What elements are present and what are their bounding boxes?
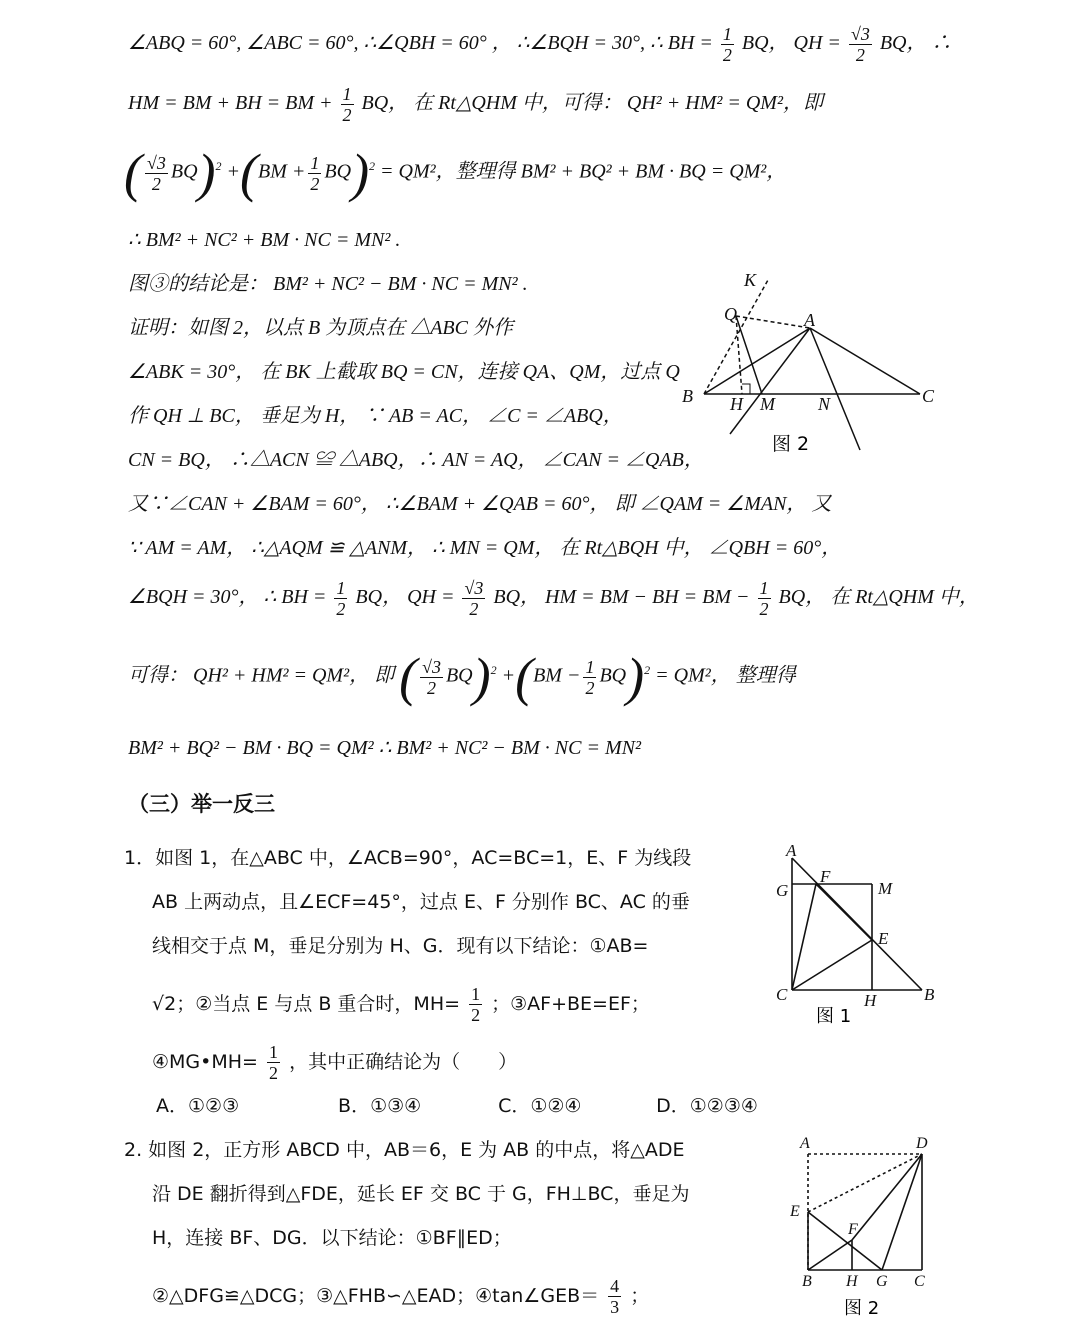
label-b: B [682, 386, 693, 406]
label-m: M [760, 394, 775, 414]
proof-line-3: ( $\frac{√3}{2}$ BQ)$^2$ +(BM + $\frac{1}{2}$ BQ)$^2$ = QM²，整理得 BM² + BQ² + BM · BQ = QM²， [124, 143, 787, 203]
text: BM + [258, 160, 306, 183]
problem-2-line-4: ②△DFG≌△DCG；③△FHB∽△EAD；④tan∠GEB＝ $\frac{4}{3}$ ； [152, 1276, 650, 1317]
text: = QM²， 整理得 [655, 664, 796, 687]
figure-caption: 图 1 [816, 1006, 852, 1027]
fraction-sqrt3-over-2: $\frac{√3}{2}$ [422, 656, 441, 698]
fraction-sqrt3-over-2: $\frac{√3}{2}$ [146, 152, 166, 194]
text: BM² + BQ² − BM · BQ = QM² ∴ BM² + NC² − BM · NC = MN² [128, 737, 641, 759]
figure-square-abcd [790, 1130, 950, 1320]
fraction-half: $\frac{1}{2}$ [585, 656, 595, 698]
text: 可得： QH² + HM² = QM²， 即 [128, 664, 395, 687]
label-b: B [802, 1273, 812, 1290]
label-q: Q [724, 304, 737, 324]
problem-2-line-2: 沿 DE 翻折得到△FDE，延长 EF 交 BC 于 G，FH⊥BC，垂足为 [152, 1183, 690, 1205]
proof-line-10 [128, 492, 831, 516]
fraction-sqrt3-over-2: $\frac{√3}{2}$ [850, 24, 870, 65]
label-g: G [876, 1273, 888, 1290]
label-e: E [878, 929, 889, 948]
text: ∴ BM² + NC² + BM · NC = MN² . [128, 229, 401, 251]
fraction-half: $\frac{1}{2}$ [342, 84, 352, 125]
section-heading: （三）举一反三 [128, 792, 275, 816]
label-a: A [800, 1135, 810, 1152]
label-h: H [864, 991, 877, 1010]
text: BQ [170, 160, 198, 183]
problem-1-options [156, 1094, 758, 1118]
text: 图③的结论是： BM² + NC² − BM · NC = MN² . [128, 273, 528, 295]
label-b: B [924, 985, 935, 1004]
text: BQ， QH = [741, 32, 841, 55]
fraction-half: $\frac{1}{2}$ [722, 24, 732, 65]
proof-line-7 [128, 360, 680, 384]
text: BQ， HM = BM − BH = BM − [493, 586, 750, 609]
option-a: A．①②③ [156, 1095, 240, 1117]
label-d: D [916, 1135, 928, 1152]
label-f: F [848, 1221, 858, 1238]
fraction-half: $\frac{1}{2}$ [269, 1042, 279, 1083]
label-m: M [878, 879, 893, 898]
fraction-sqrt3-over-2: $\frac{√3}{2}$ [464, 578, 484, 619]
text: 又∵∠CAN + ∠BAM = 60°， ∴∠BAM + ∠QAB = 60°， 即 ∠QAM = ∠MAN， 又 [128, 493, 832, 515]
problem-1-line-5: ④MG•MH= $\frac{1}{2}$ ，其中正确结论为（ ） [152, 1042, 518, 1083]
label-f: F [820, 867, 831, 886]
text: 证明：如图 2，以点 B 为顶点在 △ABC 外作 [128, 317, 513, 339]
fraction-half: $\frac{1}{2}$ [759, 578, 769, 619]
problem-1-line-4: √2；②当点 E 与点 B 重合时，MH= $\frac{1}{2}$ ；③AF+BE=EF； [152, 984, 650, 1025]
figure-caption: 图 2 [772, 433, 810, 455]
text: 作 QH ⊥ BC， 垂足为 H， ∵ AB = AC， ∠C = ∠ABQ， [128, 405, 623, 427]
proof-line-13: 可得： QH² + HM² = QM²， 即 ( $\frac{√3}{2}$ BQ)$^2$ +(BM − $\frac{1}{2}$ BQ)$^2$ = QM²， 整理得 [128, 647, 796, 707]
label-c: C [914, 1273, 925, 1290]
proof-line-14 [128, 736, 641, 760]
proof-line-9 [128, 448, 704, 472]
text: CN = BQ， ∴△ACN ≌ △ABQ，∴ AN = AQ， ∠CAN = ∠QAB， [128, 449, 704, 471]
fraction-four-thirds: $\frac{4}{3}$ [610, 1276, 620, 1317]
problem-1-line-3: 线相交于点 M，垂足分别为 H、G．现有以下结论：①AB= [152, 935, 649, 957]
text: BQ， ∴ [879, 32, 952, 55]
label-a: A [786, 841, 797, 860]
proof-line-2 [128, 84, 823, 125]
proof-line-1 [128, 24, 952, 65]
option-c: C．①②④ [498, 1095, 582, 1117]
text: BM − [533, 664, 581, 687]
text: BQ， 在 Rt△QHM 中，可得： QH² + HM² = QM²，即 [361, 92, 823, 115]
label-a: A [804, 310, 815, 330]
label-h: H [846, 1273, 858, 1290]
text: BQ， 在 Rt△QHM 中， [778, 586, 979, 609]
figure-triangle-abc-bk [680, 268, 940, 458]
label-e: E [790, 1203, 800, 1220]
problem-2-line-1: 2. 如图 2，正方形 ABCD 中，AB＝6，E 为 AB 的中点，将△ADE [124, 1139, 685, 1161]
label-c: C [776, 985, 788, 1004]
proof-line-12 [128, 578, 979, 619]
fraction-half: $\frac{1}{2}$ [310, 152, 320, 194]
proof-line-6 [128, 316, 513, 340]
text: HM = BM + BH = BM + [128, 92, 333, 115]
problem-1-line-1: 1．如图 1，在△ABC 中，∠ACB=90°，AC=BC=1，E、F 为线段 [124, 847, 692, 869]
problem-1-line-2: AB 上两动点，且∠ECF=45°，过点 E、F 分别作 BC、AC 的垂 [152, 891, 690, 913]
proof-line-4 [128, 228, 400, 252]
fraction-half: $\frac{1}{2}$ [471, 984, 481, 1025]
figure-right-triangle [770, 840, 950, 1030]
figure-caption: 图 2 [844, 1298, 880, 1319]
text: BQ， QH = [355, 586, 455, 609]
text: BQ [445, 664, 473, 687]
text: BQ [324, 160, 352, 183]
text: ∵ AM = AM， ∴△AQM ≌ △ANM， ∴ MN = QM， 在 Rt△BQH 中， ∠QBH = 60°， [128, 537, 842, 559]
fraction-half: $\frac{1}{2}$ [336, 578, 346, 619]
label-g: G [776, 881, 789, 900]
option-b: B．①③④ [338, 1095, 422, 1117]
problem-2-line-3: H，连接 BF、DG．以下结论：①BF∥ED； [152, 1227, 512, 1249]
text: BQ [599, 664, 627, 687]
label-k: K [744, 270, 757, 290]
text: ∠BQH = 30°， ∴ BH = [128, 586, 327, 609]
label-n: N [818, 394, 831, 414]
label-h: H [730, 394, 743, 414]
proof-line-8 [128, 404, 623, 428]
text: ∠ABQ = 60°, ∠ABC = 60°, ∴∠QBH = 60° ， ∴∠BQH = 30°, ∴ BH = [128, 32, 713, 55]
proof-line-5 [128, 272, 528, 296]
text: = QM²，整理得 BM² + BQ² + BM · BQ = QM²， [380, 160, 787, 183]
option-d: D．①②③④ [656, 1095, 758, 1117]
label-c: C [922, 386, 935, 406]
text: ∠ABK = 30°， 在 BK 上截取 BQ = CN，连接 QA、QM，过点 Q [128, 361, 680, 383]
proof-line-11 [128, 536, 841, 560]
